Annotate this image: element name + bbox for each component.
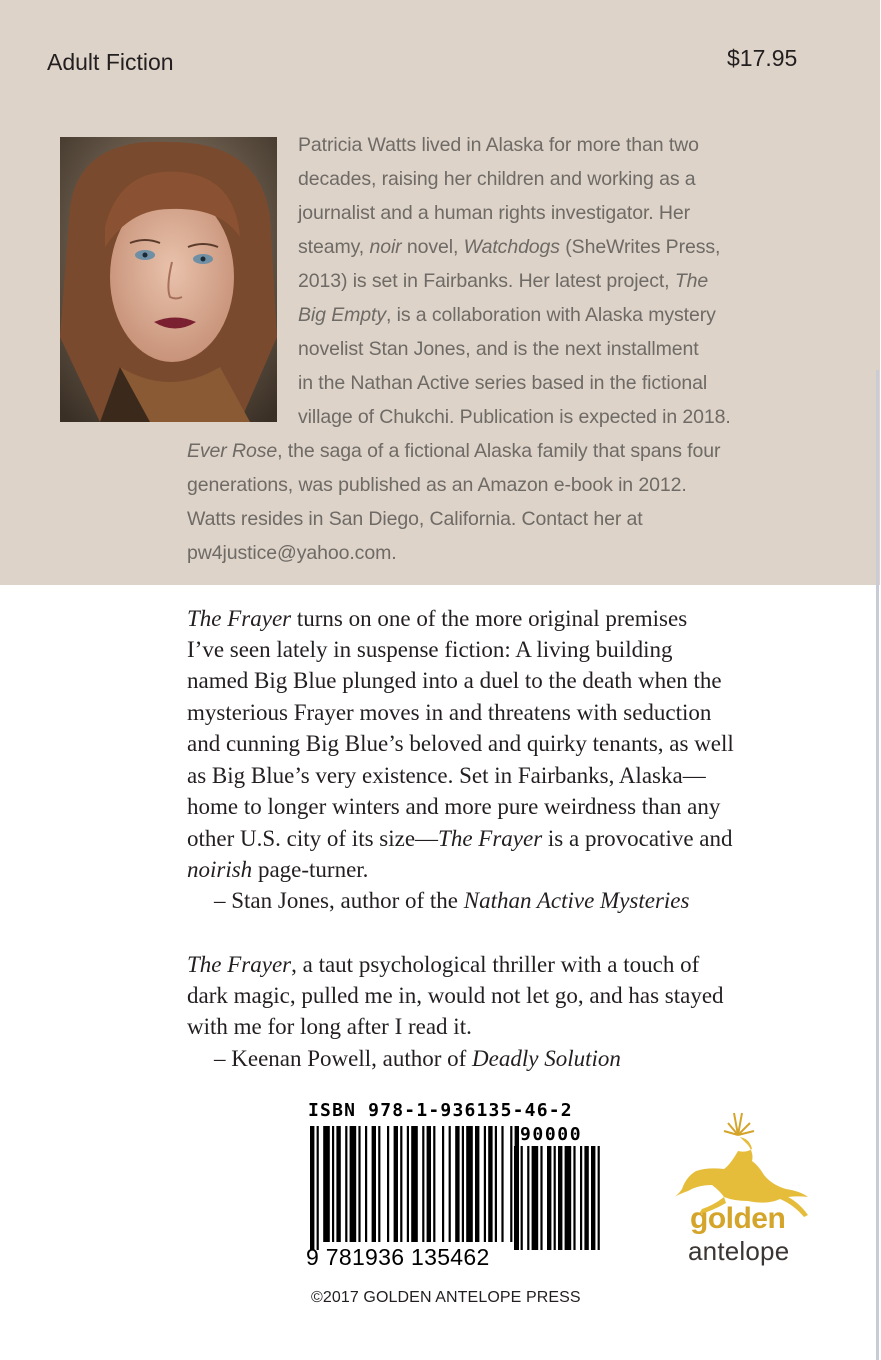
barcode-bar [336, 1126, 340, 1242]
bio-line: Patricia Watts lived in Alaska for more than two [298, 134, 699, 156]
addon-bar [584, 1146, 588, 1250]
review-line: mysterious Frayer moves in and threatens with seduction [187, 700, 712, 725]
bio-line: journalist and a human rights investigator. Her [298, 202, 691, 224]
review-line: other U.S. city of its size—The Frayer is a provocative and [187, 826, 733, 851]
barcode-bar [317, 1126, 319, 1250]
review-attribution: – Stan Jones, author of the Nathan Active Mysteries [214, 888, 690, 913]
barcode-bar [501, 1126, 503, 1242]
review-line: named Big Blue plunged into a duel to the death when the [187, 668, 722, 693]
addon-bar [532, 1146, 539, 1250]
addon-bar [598, 1146, 600, 1250]
barcode-bar [345, 1126, 347, 1242]
copyright-notice: ©2017 GOLDEN ANTELOPE PRESS [311, 1289, 581, 1306]
barcode-bar [488, 1126, 492, 1242]
bio-line: pw4justice@yahoo.com. [187, 542, 397, 564]
genre-label: Adult Fiction [47, 49, 174, 75]
barcode-bar [350, 1126, 357, 1242]
barcode-addon: 90000 [520, 1124, 583, 1145]
barcode-bar [407, 1126, 409, 1242]
review-line: with me for long after I read it. [187, 1014, 472, 1039]
review-line: home to longer winters and more pure weirdness than any [187, 794, 721, 819]
barcode-bar [422, 1126, 424, 1242]
barcode-bar [495, 1126, 497, 1242]
addon-bar [514, 1146, 518, 1250]
barcode-bar [455, 1126, 459, 1242]
barcode-bar [484, 1126, 486, 1242]
review-line: The Frayer turns on one of the more original premises [187, 606, 688, 631]
barcode-bars [310, 1126, 610, 1250]
barcode-bar [475, 1126, 479, 1242]
review-line: I’ve seen lately in suspense fiction: A living building [187, 637, 673, 662]
addon-bar [580, 1146, 582, 1250]
barcode-bar [387, 1126, 389, 1242]
review-line: The Frayer, a taut psychological thriller with a touch of [187, 952, 700, 977]
addon-bar [554, 1146, 556, 1250]
bio-line: decades, raising her children and working as a [298, 168, 696, 190]
bio-line: Big Empty, is a collaboration with Alaska mystery [298, 304, 716, 326]
review-line: noirish page-turner. [187, 857, 369, 882]
bio-line: steamy, noir novel, Watchdogs (SheWrites Press, [298, 236, 721, 258]
bio-line: generations, was published as an Amazon e-book in 2012. [187, 474, 687, 496]
barcode-bar [358, 1126, 360, 1242]
addon-bar [527, 1146, 529, 1250]
addon-bar [521, 1146, 523, 1250]
review-line: and cunning Big Blue’s beloved and quirky tenants, as well [187, 731, 734, 756]
price-label: $17.95 [727, 45, 798, 71]
review-line: dark magic, pulled me in, would not let go, and has stayed [187, 983, 724, 1008]
publisher-name-golden: golden [690, 1202, 786, 1235]
bio-line: Ever Rose, the saga of a fictional Alaska family that spans four [187, 440, 721, 462]
barcode-bar [394, 1126, 398, 1242]
isbn-label: ISBN 978-1-936135-46-2 [308, 1100, 573, 1121]
barcode-bar [332, 1126, 334, 1242]
review-attribution: – Keenan Powell, author of Deadly Solution [214, 1046, 621, 1071]
barcode-bar [378, 1126, 380, 1242]
barcode-bar [449, 1126, 451, 1242]
barcode-bar [466, 1126, 473, 1242]
addon-bar [558, 1146, 562, 1250]
addon-bar [591, 1146, 595, 1250]
barcode-bar [372, 1126, 376, 1242]
publisher-name-antelope: antelope [688, 1236, 790, 1266]
barcode-number: 9 781936 135462 [306, 1244, 490, 1270]
barcode-bar [310, 1126, 314, 1250]
barcode-bar [433, 1126, 435, 1242]
addon-bar [565, 1146, 572, 1250]
barcode-bar [411, 1126, 418, 1242]
bio-line: in the Nathan Active series based in the fictional [298, 372, 708, 394]
bio-line: 2013) is set in Fairbanks. Her latest project, The [298, 270, 709, 292]
bio-line: novelist Stan Jones, and is the next installment [298, 338, 699, 360]
bio-line: village of Chukchi. Publication is expected in 2018. [298, 406, 731, 428]
barcode-bar [365, 1126, 367, 1242]
author-bio [0, 0, 880, 585]
barcode-bar [400, 1126, 402, 1242]
addon-bar [540, 1146, 542, 1250]
barcode-bar [442, 1126, 444, 1242]
addon-bar [573, 1146, 575, 1250]
barcode-bar [510, 1126, 512, 1242]
barcode-bar [462, 1126, 464, 1242]
addon-bar [547, 1146, 551, 1250]
barcode-bar [427, 1126, 431, 1242]
barcode-bar [323, 1126, 330, 1242]
bio-line: Watts resides in San Diego, California. Contact her at [187, 508, 643, 530]
review-line: as Big Blue’s very existence. Set in Fairbanks, Alaska— [187, 763, 706, 788]
